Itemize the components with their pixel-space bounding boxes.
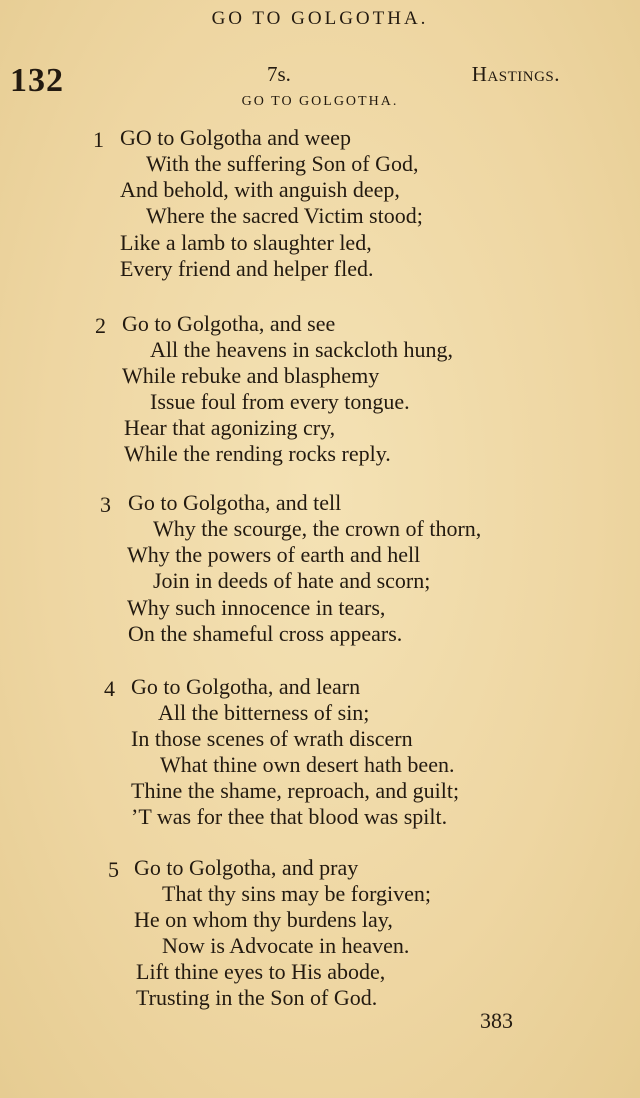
verse-line: Hear that agonizing cry, (124, 415, 336, 440)
verse-line: ’T was for thee that blood was spilt. (131, 804, 448, 829)
verse-line: Every friend and helper fled. (120, 256, 374, 281)
page-number: 383 (480, 1008, 513, 1033)
verse-line: While rebuke and blasphemy (122, 363, 380, 388)
verse-line: Trusting in the Son of God. (136, 985, 378, 1010)
verse-number: 4 (104, 676, 115, 701)
verse-line: On the shameful cross appears. (128, 621, 403, 646)
verse-number: 3 (100, 492, 111, 517)
verse-line: Issue foul from every tongue. (150, 389, 410, 414)
verse-line: Like a lamb to slaughter led, (120, 230, 372, 255)
verse-line: That thy sins may be forgiven; (162, 881, 432, 906)
verse-line: Why such innocence in tears, (127, 595, 386, 620)
verse-line: Thine the shame, reproach, and guilt; (131, 778, 460, 803)
verse-line: All the heavens in sackcloth hung, (150, 337, 454, 362)
verse-line: With the suffering Son of God, (146, 151, 419, 176)
hymn-title: GO TO GOLGOTHA. (241, 94, 399, 109)
verse-line: Lift thine eyes to His abode, (136, 959, 386, 984)
verse-line: Join in deeds of hate and scorn; (153, 568, 431, 593)
verse-line: Go to Golgotha, and see (122, 311, 336, 336)
verse-number: 2 (95, 313, 106, 338)
running-head: GO TO GOLGOTHA. (211, 8, 429, 29)
verse-line: Why the scourge, the crown of thorn, (153, 516, 482, 541)
hymn-meter: 7s. (267, 62, 291, 86)
verse-number: 1 (93, 127, 104, 152)
verse-line: Go to Golgotha, and learn (131, 674, 361, 699)
hymn-number: 132 (10, 62, 64, 99)
verse-line: Why the powers of earth and hell (127, 542, 421, 567)
verse-line: He on whom thy burdens lay, (134, 907, 393, 932)
verse-line: Where the sacred Victim stood; (146, 203, 423, 228)
verse-line: Go to Golgotha, and pray (134, 855, 359, 880)
verse-number: 5 (108, 857, 119, 882)
verse-line: And behold, with anguish deep, (120, 177, 400, 202)
verse-line: What thine own desert hath been. (160, 752, 455, 777)
verse-line: Go to Golgotha, and tell (128, 490, 342, 515)
verse-line: GO to Golgotha and weep (120, 125, 351, 150)
verse-line: All the bitterness of sin; (158, 700, 370, 725)
verse-line: In those scenes of wrath discern (131, 726, 413, 751)
verse-line: Now is Advocate in heaven. (162, 933, 410, 958)
verse-line: While the rending rocks reply. (124, 441, 391, 466)
tune-name: Hastings. (471, 62, 560, 86)
